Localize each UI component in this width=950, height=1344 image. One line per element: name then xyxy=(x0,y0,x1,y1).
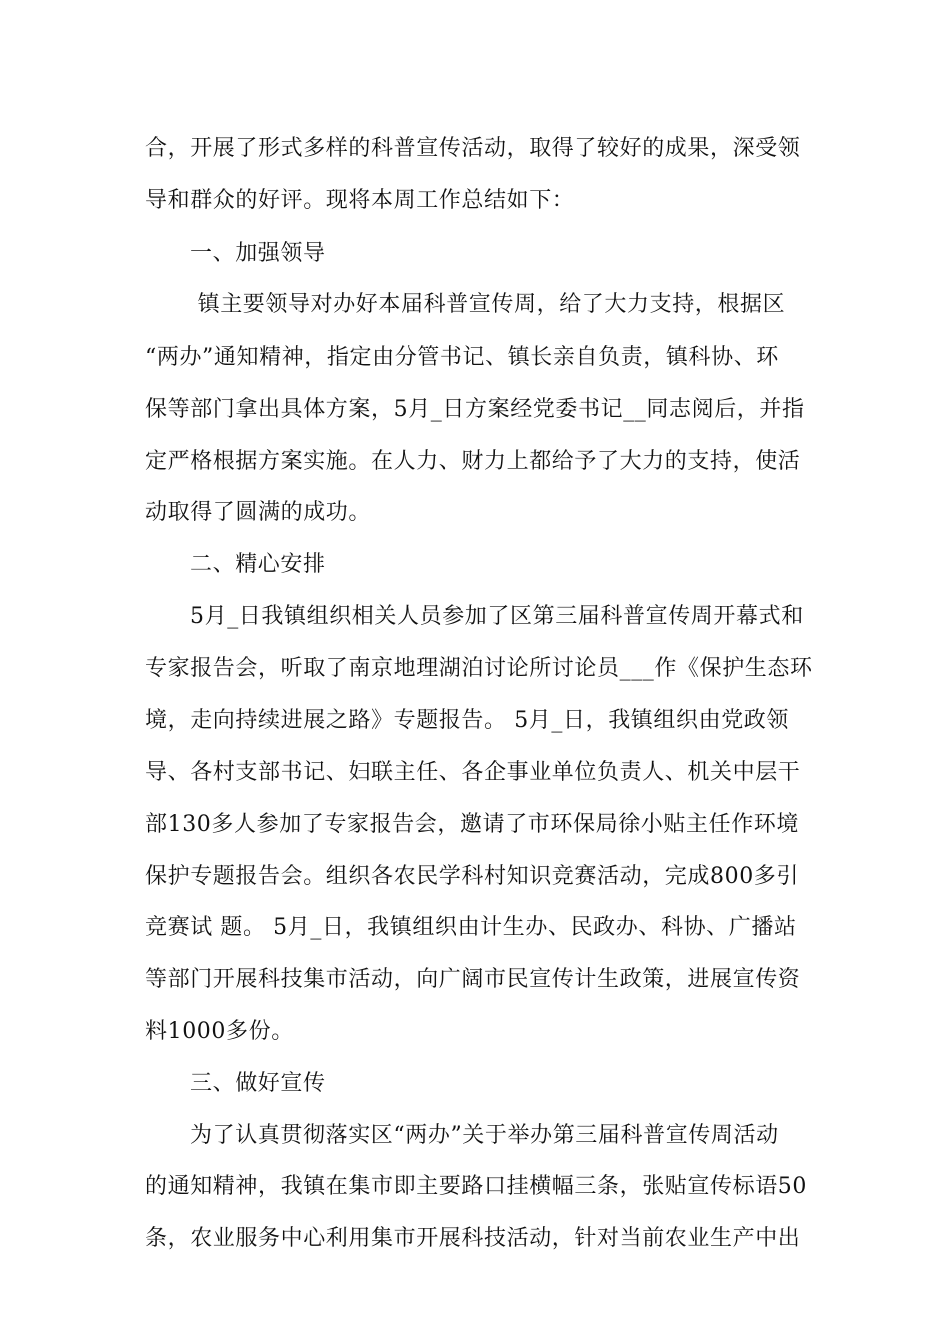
section-heading-publicity: 三、做好宣传 xyxy=(190,1071,326,1096)
body-text-line: 导和群众的好评。现将本周工作总结如下： xyxy=(145,188,575,213)
body-text-line: 保护专题报告会。组织各农民学科村知识竞赛活动，完成800多引 xyxy=(145,864,799,889)
body-text-line: 条，农业服务中心利用集市开展科技活动，针对当前农业生产中出 xyxy=(145,1226,801,1251)
section-heading-lead: 一、加强领导 xyxy=(190,241,326,266)
body-text-line: 合，开展了形式多样的科普宣传活动，取得了较好的成果，深受领 xyxy=(145,136,801,161)
body-text-line: 专家报告会，听取了南京地理湖泊讨论所讨论员___作《保护生态环 xyxy=(145,656,813,681)
body-text-line: 镇主要领导对办好本届科普宣传周，给了大力支持，根据区 xyxy=(190,292,786,317)
body-text-line: 定严格根据方案实施。在人力、财力上都给予了大力的支持，使活 xyxy=(145,449,801,474)
body-text-line: 竞赛试 题。 5月_日，我镇组织由计生办、民政办、科协、广播站 xyxy=(145,915,797,940)
body-text-line: 料1000多份。 xyxy=(145,1019,294,1044)
body-text-line: 保等部门拿出具体方案，5月_日方案经党委书记__同志阅后，并指 xyxy=(145,397,805,422)
body-text-line: 境，走向持续进展之路》专题报告。 5月_日，我镇组织由党政领 xyxy=(145,708,789,733)
body-text-line: 5月_日我镇组织相关人员参加了区第三届科普宣传周开幕式和 xyxy=(190,604,804,629)
body-text-line: 等部门开展科技集市活动，向广阔市民宣传计生政策，进展宣传资 xyxy=(145,967,801,992)
body-text-line: 为了认真贯彻落实区“两办”关于举办第三届科普宣传周活动 xyxy=(190,1123,779,1148)
body-text-line: 的通知精神，我镇在集市即主要路口挂横幅三条，张贴宣传标语50 xyxy=(145,1174,807,1199)
body-text-line: 导、各村支部书记、妇联主任、各企事业单位负责人、机关中层干 xyxy=(145,760,801,785)
body-text-line: 动取得了圆满的成功。 xyxy=(145,500,372,525)
body-text-line: 部130多人参加了专家报告会，邀请了市环保局徐小贴主任作环境 xyxy=(145,812,799,837)
body-text-line: “两办”通知精神，指定由分管书记、镇长亲自负责，镇科协、环 xyxy=(145,345,779,370)
section-heading-arrangement: 二、精心安排 xyxy=(190,552,326,577)
